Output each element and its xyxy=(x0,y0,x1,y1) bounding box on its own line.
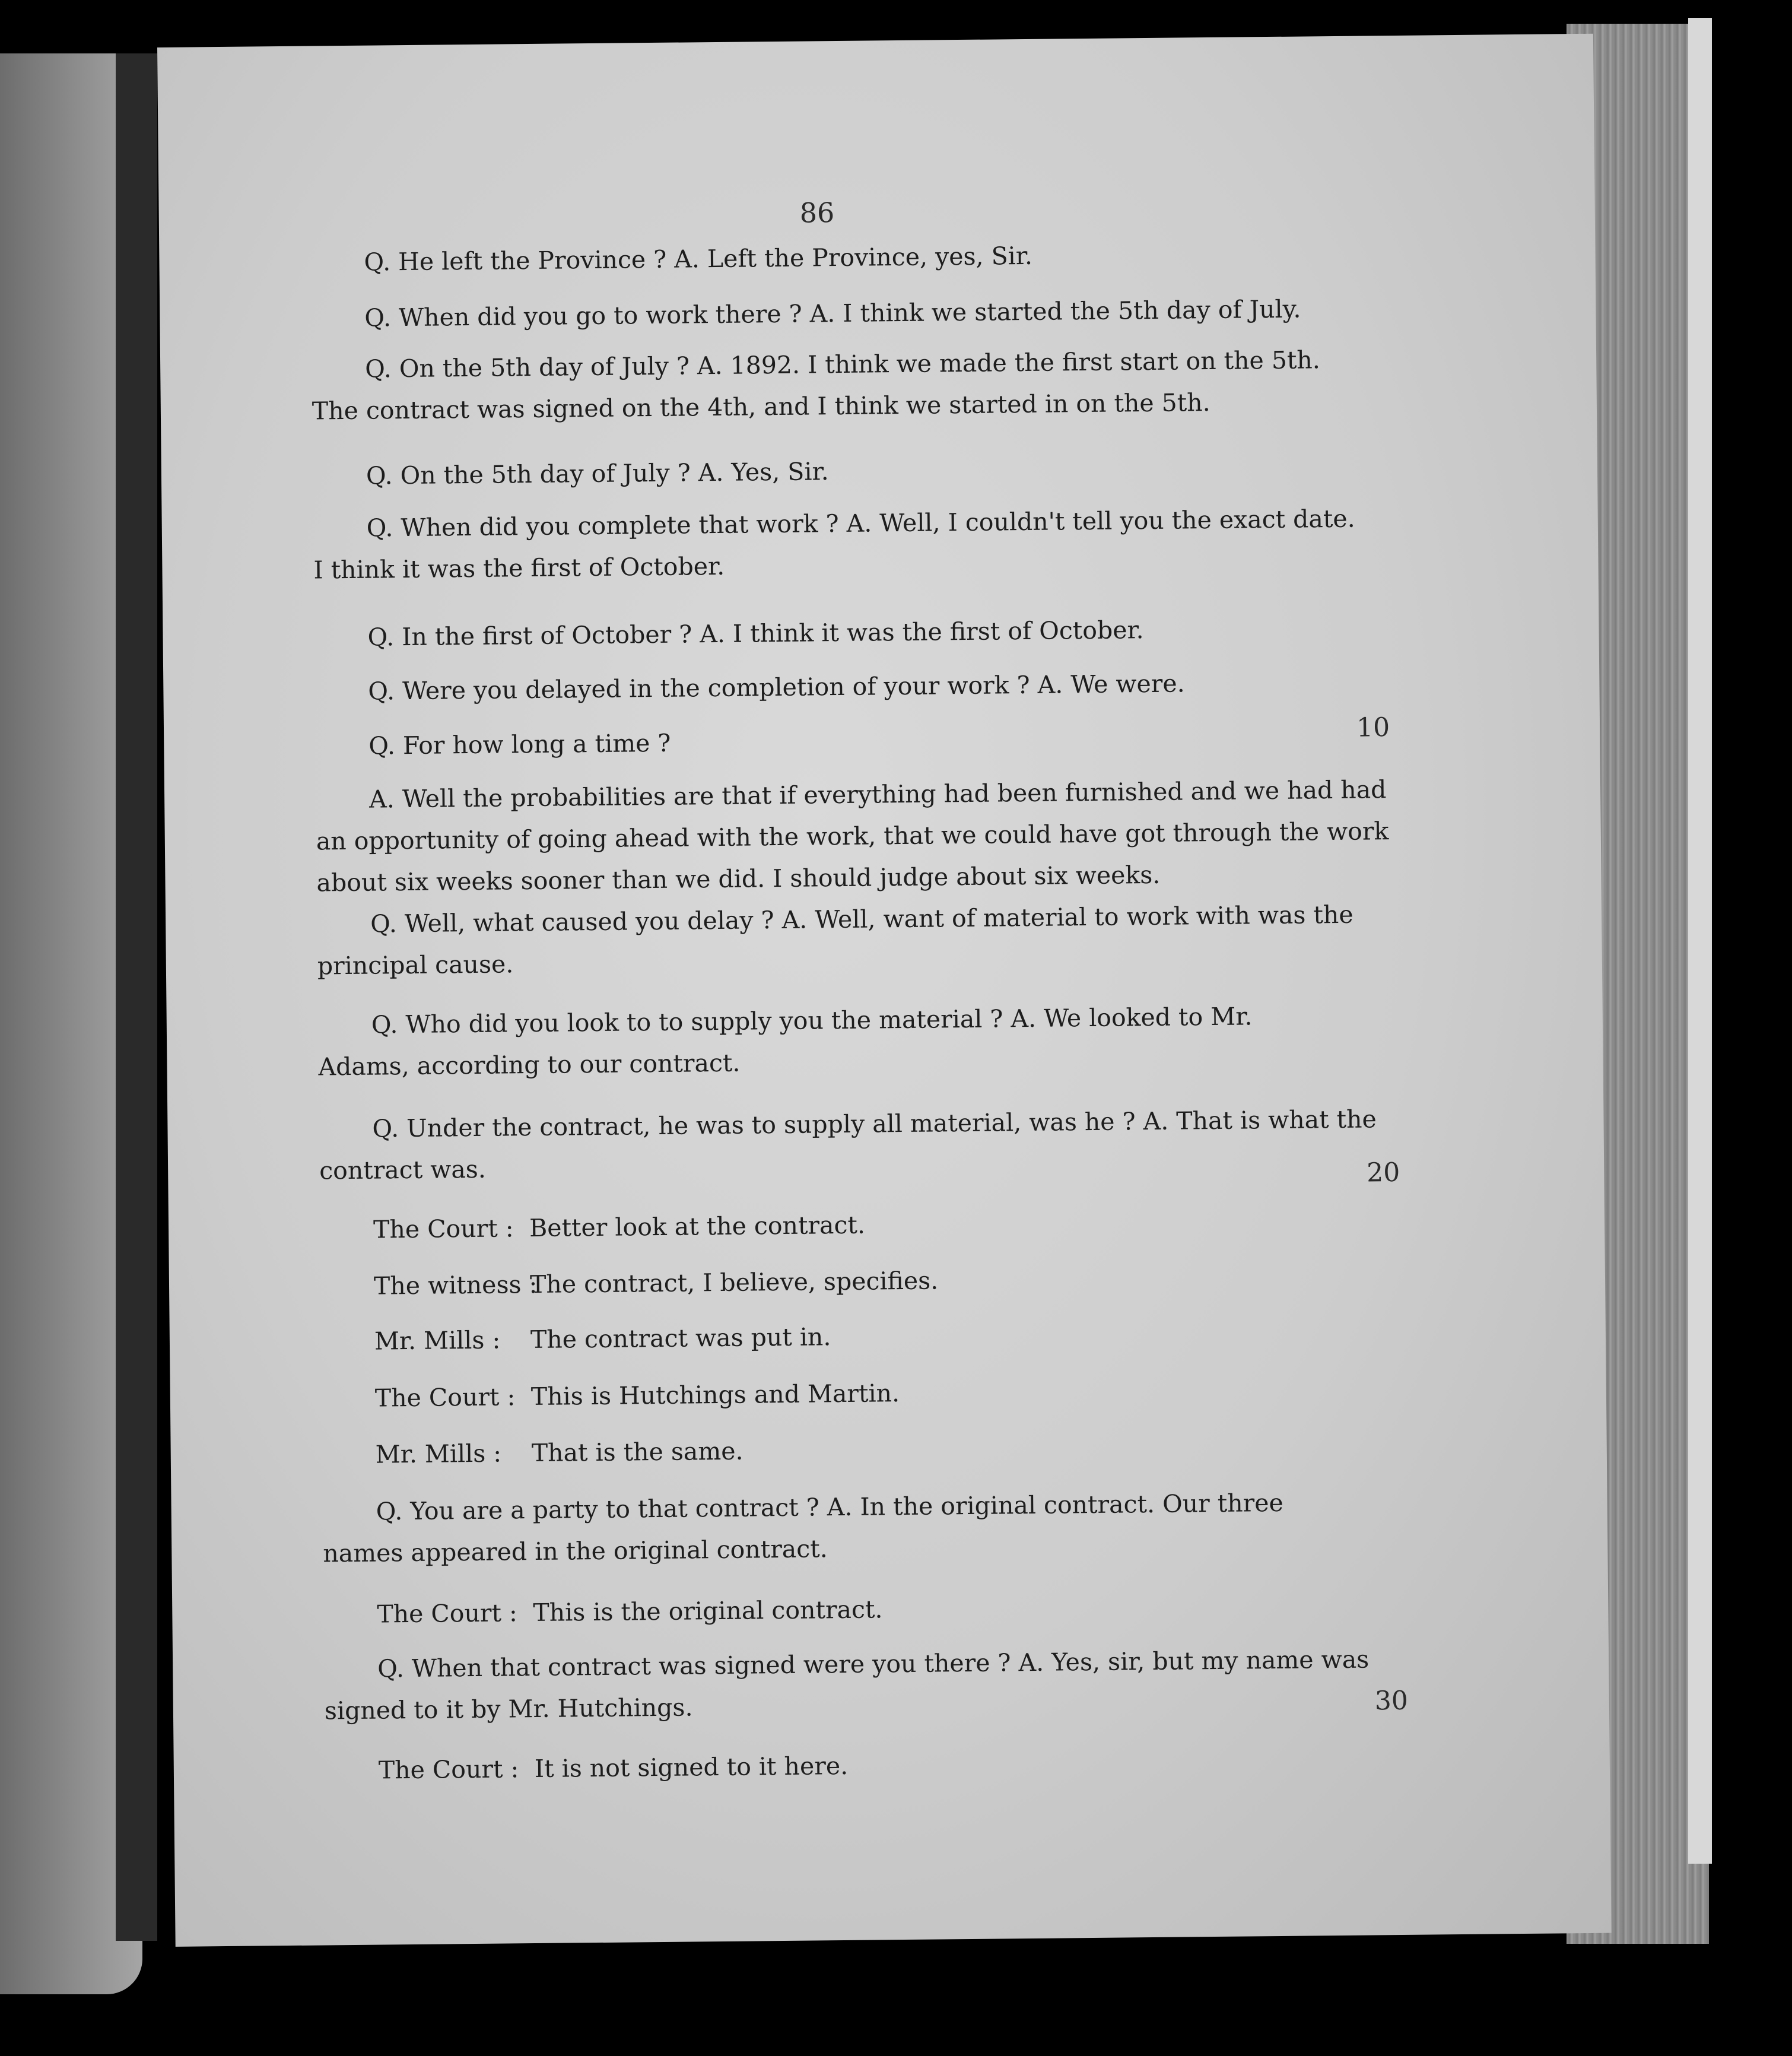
testimony-paragraph xyxy=(316,769,1389,903)
testimony-paragraph xyxy=(322,1482,1283,1575)
testimony-paragraph xyxy=(368,722,671,767)
dialogue-line xyxy=(375,1372,900,1419)
text-line: Q. On the 5th day of July ? A. Yes, Sir. xyxy=(366,457,829,490)
dialogue-text: This is the original contract. xyxy=(533,1595,883,1627)
dialogue-line xyxy=(375,1430,743,1476)
text-line: Q. When that contract was signed were you there ? A. Yes, sir, but my name was xyxy=(377,1645,1370,1683)
text-line: contract was. xyxy=(319,1154,487,1185)
text-line: The contract was signed on the 4th, and I think we started in on the 5th. xyxy=(312,388,1210,426)
testimony-paragraph xyxy=(317,894,1354,987)
dialogue-text: The contract, I believe, specifies. xyxy=(529,1266,939,1299)
text-line: Q. When did you complete that work ? A. Well, I couldn't tell you the exact date. xyxy=(366,504,1355,542)
text-line: Q. Were you delayed in the completion of your work ? A. We were. xyxy=(368,669,1185,706)
speaker-label: The Court : xyxy=(373,1214,514,1244)
book-gutter-shadow xyxy=(116,53,157,1941)
dialogue-line xyxy=(374,1316,831,1362)
text-line: signed to it by Mr. Hutchings. xyxy=(324,1693,693,1725)
line-number-20: 20 xyxy=(1367,1157,1400,1188)
speaker-label: Mr. Mills : xyxy=(374,1325,501,1356)
text-line: Q. He left the Province ? A. Left the Province, yes, Sir. xyxy=(364,241,1033,277)
text-line: Q. For how long a time ? xyxy=(368,728,671,760)
text-line: Q. On the 5th day of July ? A. 1892. I think we made the first start on the 5th. xyxy=(364,345,1321,383)
testimony-paragraph xyxy=(366,450,829,496)
dialogue-text: The contract was put in. xyxy=(530,1322,831,1354)
dialogue-line xyxy=(373,1204,865,1251)
text-line: A. Well the probabilities are that if everything had been furnished and we had had xyxy=(368,775,1387,814)
text-line: about six weeks sooner than we did. I should judge about six weeks. xyxy=(316,860,1161,897)
line-number-10: 10 xyxy=(1356,712,1390,743)
testimony-paragraph xyxy=(324,1639,1370,1732)
speaker-label: The Court : xyxy=(378,1754,519,1785)
dialogue-text: This is Hutchings and Martin. xyxy=(530,1379,900,1411)
document-page xyxy=(157,34,1612,1947)
text-line: I think it was the first of October. xyxy=(313,551,725,585)
testimony-paragraph xyxy=(313,498,1355,591)
dialogue-line xyxy=(377,1588,883,1635)
speaker-label: Mr. Mills : xyxy=(375,1439,502,1469)
text-line: Q. When did you go to work there ? A. I think we started the 5th day of July. xyxy=(364,294,1301,332)
speaker-label: The Court : xyxy=(377,1598,518,1629)
speaker-label: The Court : xyxy=(374,1382,516,1413)
text-line: names appeared in the original contract. xyxy=(323,1534,828,1568)
text-line: Q. In the first of October ? A. I think it was the first of October. xyxy=(367,615,1144,652)
text-line: Q. Under the contract, he was to supply all material, was he ? A. That is what the xyxy=(372,1105,1377,1143)
testimony-paragraph xyxy=(368,662,1185,712)
testimony-paragraph xyxy=(364,288,1301,339)
dialogue-line xyxy=(379,1745,849,1791)
testimony-paragraph xyxy=(367,609,1144,658)
text-line: principal cause. xyxy=(317,950,514,981)
dialogue-text: It is not signed to it here. xyxy=(534,1751,849,1784)
testimony-paragraph xyxy=(319,1098,1377,1191)
text-line: Q. Who did you look to to supply you the material ? A. We looked to Mr. xyxy=(371,1002,1253,1039)
testimony-paragraph xyxy=(364,235,1032,283)
text-line: Adams, according to our contract. xyxy=(318,1048,741,1081)
testimony-paragraph xyxy=(312,339,1321,431)
page-stack-outer-edge xyxy=(1688,18,1712,1864)
dialogue-line xyxy=(374,1259,939,1306)
line-number-30: 30 xyxy=(1374,1685,1409,1716)
testimony-paragraph xyxy=(317,995,1253,1087)
page-number: 86 xyxy=(799,196,835,229)
text-line: Q. Well, what caused you delay ? A. Well, want of material to work with was the xyxy=(370,900,1353,938)
text-line: an opportunity of going ahead with the work, that we could have got through the work xyxy=(316,817,1389,856)
dialogue-text: That is the same. xyxy=(531,1436,744,1468)
speaker-label: The witness : xyxy=(373,1270,538,1300)
text-line: Q. You are a party to that contract ? A. In the original contract. Our three xyxy=(376,1488,1283,1526)
dialogue-text: Better look at the contract. xyxy=(529,1210,866,1243)
